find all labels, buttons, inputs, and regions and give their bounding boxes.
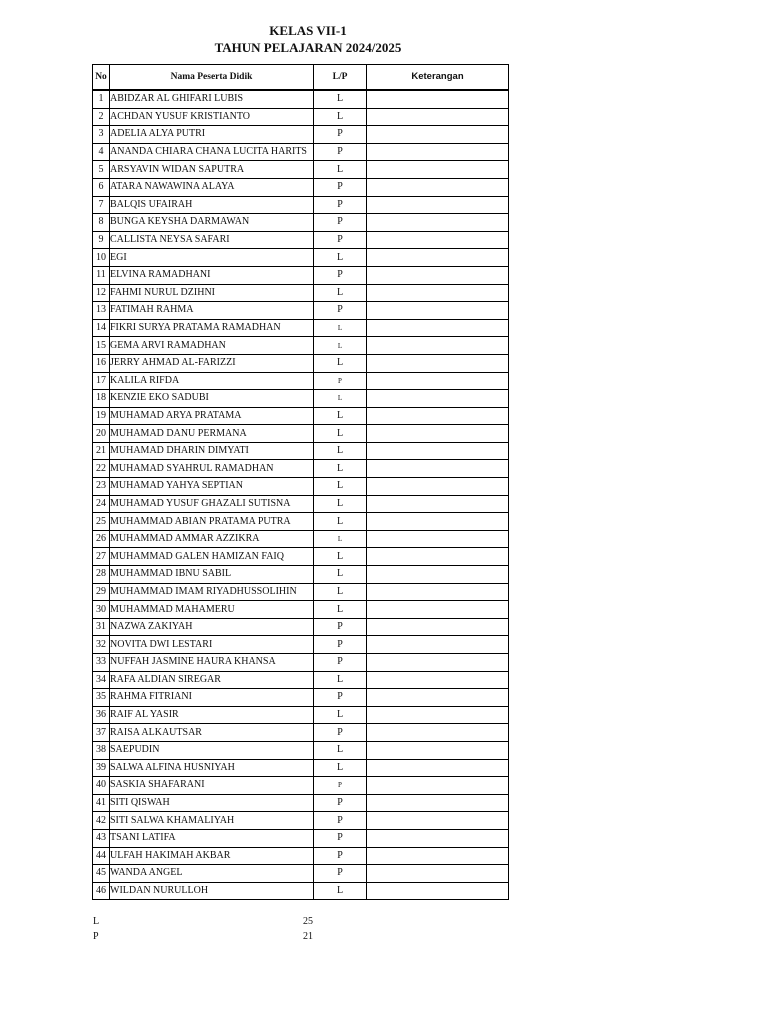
summary-row — [93, 914, 323, 929]
student-gender: P — [314, 794, 367, 812]
student-gender: P — [314, 231, 367, 249]
student-name: KENZIE EKO SADUBI — [110, 390, 314, 408]
row-number: 44 — [93, 847, 110, 865]
student-keterangan — [367, 214, 509, 232]
student-name: MUHAMMAD AMMAR AZZIKRA — [110, 530, 314, 548]
summary-count: 25 — [303, 916, 313, 927]
table-row — [93, 425, 509, 443]
row-number: 29 — [93, 583, 110, 601]
row-number: 17 — [93, 372, 110, 390]
row-number: 24 — [93, 495, 110, 513]
student-keterangan — [367, 161, 509, 179]
row-number: 14 — [93, 319, 110, 337]
student-name: SALWA ALFINA HUSNIYAH — [110, 759, 314, 777]
student-name: FIKRI SURYA PRATAMA RAMADHAN — [110, 319, 314, 337]
row-number: 3 — [93, 126, 110, 144]
student-gender: L — [314, 407, 367, 425]
student-name: NOVITA DWI LESTARI — [110, 636, 314, 654]
table-header-row — [93, 65, 509, 91]
student-keterangan — [367, 794, 509, 812]
student-name: MUHAMMAD GALEN HAMIZAN FAIQ — [110, 548, 314, 566]
row-number: 46 — [93, 882, 110, 900]
student-name: MUHAMAD SYAHRUL RAMADHAN — [110, 460, 314, 478]
class-title: KELAS VII-1 — [269, 23, 347, 38]
student-keterangan — [367, 777, 509, 795]
row-number: 31 — [93, 618, 110, 636]
table-row — [93, 214, 509, 232]
table-row — [93, 372, 509, 390]
student-name: RAIF AL YASIR — [110, 706, 314, 724]
student-keterangan — [367, 337, 509, 355]
row-number: 27 — [93, 548, 110, 566]
student-keterangan — [367, 478, 509, 496]
student-keterangan — [367, 759, 509, 777]
school-year-title: TAHUN PELAJARAN 2024/2025 — [214, 40, 402, 55]
row-number: 43 — [93, 829, 110, 847]
student-keterangan — [367, 530, 509, 548]
student-name: ABIDZAR AL GHIFARI LUBIS — [110, 90, 314, 108]
student-gender: L — [314, 249, 367, 267]
row-number: 9 — [93, 231, 110, 249]
student-keterangan — [367, 741, 509, 759]
student-name: MUHAMMAD MAHAMERU — [110, 601, 314, 619]
student-name: ULFAH HAKIMAH AKBAR — [110, 847, 314, 865]
table-row — [93, 231, 509, 249]
student-gender: P — [314, 865, 367, 883]
row-number: 6 — [93, 178, 110, 196]
student-keterangan — [367, 583, 509, 601]
student-keterangan — [367, 671, 509, 689]
student-name: ELVINA RAMADHANI — [110, 266, 314, 284]
student-gender: P — [314, 214, 367, 232]
student-keterangan — [367, 231, 509, 249]
row-number: 42 — [93, 812, 110, 830]
table-row — [93, 566, 509, 584]
student-gender: L — [314, 90, 367, 108]
row-number: 5 — [93, 161, 110, 179]
student-name: ANANDA CHIARA CHANA LUCITA HARITS — [110, 143, 314, 161]
student-name: MUHAMMAD ABIAN PRATAMA PUTRA — [110, 513, 314, 531]
table-row — [93, 90, 509, 108]
student-keterangan — [367, 266, 509, 284]
student-gender: L — [314, 530, 367, 548]
student-name: SITI SALWA KHAMALIYAH — [110, 812, 314, 830]
table-row — [93, 618, 509, 636]
table-row — [93, 354, 509, 372]
student-name: MUHAMAD DHARIN DIMYATI — [110, 442, 314, 460]
row-number: 35 — [93, 689, 110, 707]
student-gender: L — [314, 478, 367, 496]
student-keterangan — [367, 495, 509, 513]
row-number: 34 — [93, 671, 110, 689]
table-row — [93, 724, 509, 742]
row-number: 30 — [93, 601, 110, 619]
student-keterangan — [367, 390, 509, 408]
row-number: 38 — [93, 741, 110, 759]
row-number: 41 — [93, 794, 110, 812]
student-gender: P — [314, 654, 367, 672]
table-row — [93, 847, 509, 865]
table-row — [93, 143, 509, 161]
student-name: MUHAMAD DANU PERMANA — [110, 425, 314, 443]
table-row — [93, 671, 509, 689]
student-gender: L — [314, 460, 367, 478]
student-gender: P — [314, 266, 367, 284]
student-gender: L — [314, 284, 367, 302]
student-keterangan — [367, 882, 509, 900]
table-row — [93, 390, 509, 408]
student-name: ARSYAVIN WIDAN SAPUTRA — [110, 161, 314, 179]
row-number: 4 — [93, 143, 110, 161]
row-number: 23 — [93, 478, 110, 496]
gender-summary — [93, 914, 323, 944]
table-row — [93, 689, 509, 707]
student-keterangan — [367, 548, 509, 566]
row-number: 40 — [93, 777, 110, 795]
summary-count: 21 — [303, 931, 313, 942]
student-keterangan — [367, 566, 509, 584]
row-number: 12 — [93, 284, 110, 302]
table-row — [93, 530, 509, 548]
student-gender: P — [314, 618, 367, 636]
student-name: CALLISTA NEYSA SAFARI — [110, 231, 314, 249]
student-gender: L — [314, 741, 367, 759]
summary-label: P — [93, 931, 99, 942]
table-row — [93, 882, 509, 900]
table-row — [93, 583, 509, 601]
student-gender: L — [314, 108, 367, 126]
student-keterangan — [367, 319, 509, 337]
student-name: WILDAN NURULLOH — [110, 882, 314, 900]
table-row — [93, 706, 509, 724]
student-gender: P — [314, 302, 367, 320]
student-name: MUHAMAD ARYA PRATAMA — [110, 407, 314, 425]
row-number: 20 — [93, 425, 110, 443]
summary-row — [93, 929, 323, 944]
student-name: GEMA ARVI RAMADHAN — [110, 337, 314, 355]
table-row — [93, 284, 509, 302]
student-keterangan — [367, 654, 509, 672]
table-row — [93, 478, 509, 496]
student-gender: P — [314, 372, 367, 390]
table-row — [93, 266, 509, 284]
table-row — [93, 126, 509, 144]
student-gender: L — [314, 513, 367, 531]
table-row — [93, 249, 509, 267]
student-name: ATARA NAWAWINA ALAYA — [110, 178, 314, 196]
student-name: JERRY AHMAD AL-FARIZZI — [110, 354, 314, 372]
student-gender: P — [314, 812, 367, 830]
table-row — [93, 812, 509, 830]
student-keterangan — [367, 284, 509, 302]
student-gender: L — [314, 319, 367, 337]
student-keterangan — [367, 689, 509, 707]
table-row — [93, 829, 509, 847]
student-keterangan — [367, 812, 509, 830]
student-keterangan — [367, 407, 509, 425]
student-gender: P — [314, 636, 367, 654]
student-name: NUFFAH JASMINE HAURA KHANSA — [110, 654, 314, 672]
student-keterangan — [367, 354, 509, 372]
table-row — [93, 759, 509, 777]
table-row — [93, 636, 509, 654]
student-keterangan — [367, 108, 509, 126]
student-keterangan — [367, 90, 509, 108]
student-gender: L — [314, 442, 367, 460]
table-row — [93, 794, 509, 812]
student-gender: P — [314, 724, 367, 742]
student-name: RAHMA FITRIANI — [110, 689, 314, 707]
student-name: NAZWA ZAKIYAH — [110, 618, 314, 636]
student-gender: L — [314, 566, 367, 584]
table-row — [93, 548, 509, 566]
student-keterangan — [367, 196, 509, 214]
student-keterangan — [367, 847, 509, 865]
student-table — [92, 64, 509, 900]
student-gender: P — [314, 196, 367, 214]
student-keterangan — [367, 706, 509, 724]
row-number: 21 — [93, 442, 110, 460]
student-gender: L — [314, 706, 367, 724]
student-gender: P — [314, 689, 367, 707]
row-number: 19 — [93, 407, 110, 425]
table-row — [93, 196, 509, 214]
student-gender: L — [314, 882, 367, 900]
table-body — [93, 90, 509, 900]
row-number: 28 — [93, 566, 110, 584]
student-keterangan — [367, 513, 509, 531]
student-keterangan — [367, 865, 509, 883]
student-name: BUNGA KEYSHA DARMAWAN — [110, 214, 314, 232]
table-row — [93, 741, 509, 759]
table-row — [93, 337, 509, 355]
student-gender: L — [314, 425, 367, 443]
student-keterangan — [367, 372, 509, 390]
row-number: 37 — [93, 724, 110, 742]
student-keterangan — [367, 442, 509, 460]
table-row — [93, 442, 509, 460]
student-keterangan — [367, 460, 509, 478]
row-number: 26 — [93, 530, 110, 548]
row-number: 8 — [93, 214, 110, 232]
student-name: RAISA ALKAUTSAR — [110, 724, 314, 742]
row-number: 33 — [93, 654, 110, 672]
student-name: FATIMAH RAHMA — [110, 302, 314, 320]
student-gender: L — [314, 390, 367, 408]
student-name: ACHDAN YUSUF KRISTIANTO — [110, 108, 314, 126]
table-row — [93, 460, 509, 478]
table-row — [93, 601, 509, 619]
student-keterangan — [367, 126, 509, 144]
student-gender: P — [314, 847, 367, 865]
student-gender: P — [314, 178, 367, 196]
student-keterangan — [367, 724, 509, 742]
student-name: MUHAMAD YAHYA SEPTIAN — [110, 478, 314, 496]
column-header-name: Nama Peserta Didik — [110, 65, 314, 91]
table-row — [93, 495, 509, 513]
row-number: 16 — [93, 354, 110, 372]
student-keterangan — [367, 425, 509, 443]
student-keterangan — [367, 601, 509, 619]
table-row — [93, 161, 509, 179]
student-name: MUHAMMAD IMAM RIYADHUSSOLIHIN — [110, 583, 314, 601]
student-gender: L — [314, 583, 367, 601]
table-row — [93, 319, 509, 337]
row-number: 45 — [93, 865, 110, 883]
student-gender: L — [314, 601, 367, 619]
table-row — [93, 865, 509, 883]
summary-label: L — [93, 916, 100, 927]
student-gender: L — [314, 548, 367, 566]
row-number: 36 — [93, 706, 110, 724]
row-number: 10 — [93, 249, 110, 267]
student-gender: P — [314, 777, 367, 795]
row-number: 39 — [93, 759, 110, 777]
student-gender: L — [314, 671, 367, 689]
table-row — [93, 178, 509, 196]
student-keterangan — [367, 829, 509, 847]
student-name: ADELIA ALYA PUTRI — [110, 126, 314, 144]
student-keterangan — [367, 618, 509, 636]
student-gender: P — [314, 829, 367, 847]
row-number: 1 — [93, 90, 110, 108]
table-row — [93, 654, 509, 672]
student-name: EGI — [110, 249, 314, 267]
student-gender: L — [314, 495, 367, 513]
student-gender: P — [314, 126, 367, 144]
row-number: 11 — [93, 266, 110, 284]
table-row — [93, 777, 509, 795]
student-name: SAEPUDIN — [110, 741, 314, 759]
document-title — [0, 22, 616, 56]
student-name: MUHAMAD YUSUF GHAZALI SUTISNA — [110, 495, 314, 513]
student-gender: L — [314, 161, 367, 179]
student-name: KALILA RIFDA — [110, 372, 314, 390]
row-number: 25 — [93, 513, 110, 531]
table-row — [93, 407, 509, 425]
row-number: 7 — [93, 196, 110, 214]
student-name: RAFA ALDIAN SIREGAR — [110, 671, 314, 689]
row-number: 13 — [93, 302, 110, 320]
student-keterangan — [367, 249, 509, 267]
column-header-lp: L/P — [314, 65, 367, 91]
row-number: 32 — [93, 636, 110, 654]
row-number: 15 — [93, 337, 110, 355]
row-number: 18 — [93, 390, 110, 408]
student-keterangan — [367, 178, 509, 196]
student-gender: L — [314, 759, 367, 777]
student-name: MUHAMMAD IBNU SABIL — [110, 566, 314, 584]
student-name: SITI QISWAH — [110, 794, 314, 812]
row-number: 2 — [93, 108, 110, 126]
student-gender: P — [314, 143, 367, 161]
table-row — [93, 108, 509, 126]
student-name: WANDA ANGEL — [110, 865, 314, 883]
column-header-keterangan: Keterangan — [367, 65, 509, 91]
student-name: TSANI LATIFA — [110, 829, 314, 847]
student-keterangan — [367, 143, 509, 161]
student-name: FAHMI NURUL DZIHNI — [110, 284, 314, 302]
table-row — [93, 513, 509, 531]
student-name: BALQIS UFAIRAH — [110, 196, 314, 214]
student-gender: L — [314, 354, 367, 372]
student-keterangan — [367, 302, 509, 320]
row-number: 22 — [93, 460, 110, 478]
student-name: SASKIA SHAFARANI — [110, 777, 314, 795]
table-row — [93, 302, 509, 320]
student-keterangan — [367, 636, 509, 654]
column-header-no: No — [93, 65, 110, 91]
student-gender: L — [314, 337, 367, 355]
